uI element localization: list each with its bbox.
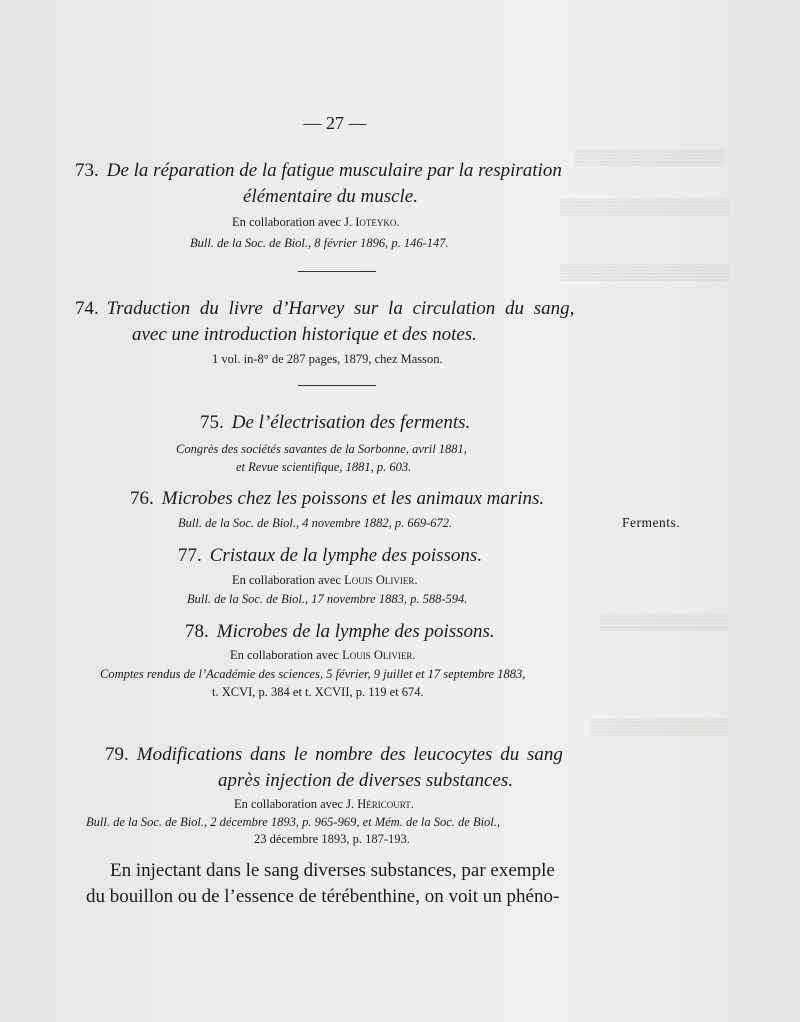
entry-title-text: élémentaire du muscle. bbox=[243, 186, 418, 207]
entry-title-line bbox=[130, 488, 544, 510]
entry-reference: Bull. de la Soc. de Biol., 2 décembre 1893, p. 965-969, et Mém. de la Soc. de Biol., bbox=[86, 815, 501, 829]
entry-title-text: De la réparation de la fatigue musculaire par la respiration bbox=[106, 160, 562, 181]
entry-reference: Congrès des sociétés savantes de la Sorbonne, avril 1881, bbox=[176, 442, 467, 456]
collab-name: Louis Olivier bbox=[344, 573, 415, 587]
entry-title-line bbox=[75, 298, 574, 320]
section-divider bbox=[298, 385, 376, 386]
entry-reference: Comptes rendus de l’Académie des sciences, 5 février, 9 juillet et 17 septembre 1883, bbox=[100, 667, 526, 681]
entry-number: 74. bbox=[75, 298, 99, 319]
entry-title-text: après injection de diverses substances. bbox=[218, 770, 513, 791]
entry-title-text: Modifications dans le nombre des leucocytes du sang bbox=[136, 744, 563, 765]
body-paragraph-line: En injectant dans le sang diverses substances, par exemple bbox=[110, 860, 555, 881]
entry-number: 78. bbox=[185, 621, 209, 642]
entry-number: 73. bbox=[75, 160, 99, 181]
entry-title-line bbox=[200, 412, 470, 434]
bleed-through-text: ▒▒▒▒▒▒▒▒▒▒▒▒▒▒▒▒ bbox=[560, 200, 731, 216]
collab-suffix: . bbox=[414, 573, 418, 587]
bleed-through-text: ▒▒▒▒▒▒▒▒▒▒▒▒▒▒ bbox=[575, 150, 724, 166]
section-divider bbox=[298, 271, 376, 272]
collab-prefix: En collaboration avec J. bbox=[234, 797, 358, 811]
entry-reference: 1 vol. in-8° de 287 pages, 1879, chez Masson. bbox=[212, 352, 443, 366]
entry-title-text: Traduction du livre d’Harvey sur la circulation du sang, bbox=[106, 298, 575, 319]
collab-name: Ioteyko bbox=[355, 215, 397, 229]
entry-title-line bbox=[218, 770, 513, 792]
entry-reference: et Revue scientifique, 1881, p. 603. bbox=[236, 460, 412, 474]
collab-suffix: . bbox=[412, 648, 416, 662]
body-paragraph-line: du bouillon ou de l’essence de térébenthine, on voit un phéno- bbox=[86, 886, 560, 907]
entry-number: 79. bbox=[105, 744, 129, 765]
collab-suffix: . bbox=[396, 215, 400, 229]
entry-reference: Bull. de la Soc. de Biol., 4 novembre 1882, p. 669-672. bbox=[178, 516, 453, 530]
entry-title-line bbox=[185, 621, 495, 643]
entry-title-line bbox=[243, 186, 418, 208]
collab-prefix: En collaboration avec J. bbox=[232, 215, 356, 229]
bleed-through-text: ▒▒▒▒▒▒▒▒▒▒▒▒ bbox=[600, 615, 728, 631]
bleed-through-text: ▒▒▒▒▒▒▒▒▒▒▒▒▒ bbox=[590, 720, 729, 736]
page-number: — 27 — bbox=[303, 113, 367, 133]
entry-reference: t. XCVI, p. 384 et t. XCVII, p. 119 et 674. bbox=[212, 685, 424, 699]
entry-reference: 23 décembre 1893, p. 187-193. bbox=[254, 832, 410, 846]
entry-reference: Bull. de la Soc. de Biol., 8 février 1896, p. 146-147. bbox=[190, 236, 449, 250]
entry-title-text: Microbes de la lymphe des poissons. bbox=[216, 621, 495, 642]
entry-title-line bbox=[178, 545, 482, 567]
entry-number: 76. bbox=[130, 488, 154, 509]
entry-collaboration bbox=[230, 648, 416, 663]
entry-collaboration bbox=[234, 797, 414, 812]
collab-prefix: En collaboration avec bbox=[230, 648, 343, 662]
entry-title-line bbox=[105, 744, 563, 766]
collab-name: Louis Olivier bbox=[342, 648, 413, 662]
collab-name: Héricourt bbox=[357, 797, 411, 811]
entry-title-text: avec une introduction historique et des notes. bbox=[132, 324, 477, 345]
entry-collaboration bbox=[232, 215, 400, 230]
margin-note: Ferments. bbox=[622, 515, 681, 530]
entry-title-text: Microbes chez les poissons et les animaux marins. bbox=[161, 488, 545, 509]
bleed-through-text: ▒▒▒▒▒▒▒▒▒▒▒▒▒▒▒▒ bbox=[560, 265, 731, 281]
entry-number: 75. bbox=[200, 412, 224, 433]
entry-title-line bbox=[75, 160, 562, 182]
collab-prefix: En collaboration avec bbox=[232, 573, 345, 587]
collab-suffix: . bbox=[410, 797, 414, 811]
entry-title-line bbox=[132, 324, 477, 346]
entry-number: 77. bbox=[178, 545, 202, 566]
entry-title-text: De l’électrisation des ferments. bbox=[231, 412, 471, 433]
entry-title-text: Cristaux de la lymphe des poissons. bbox=[209, 545, 483, 566]
entry-collaboration bbox=[232, 573, 418, 588]
entry-reference: Bull. de la Soc. de Biol., 17 novembre 1883, p. 588-594. bbox=[187, 592, 468, 606]
